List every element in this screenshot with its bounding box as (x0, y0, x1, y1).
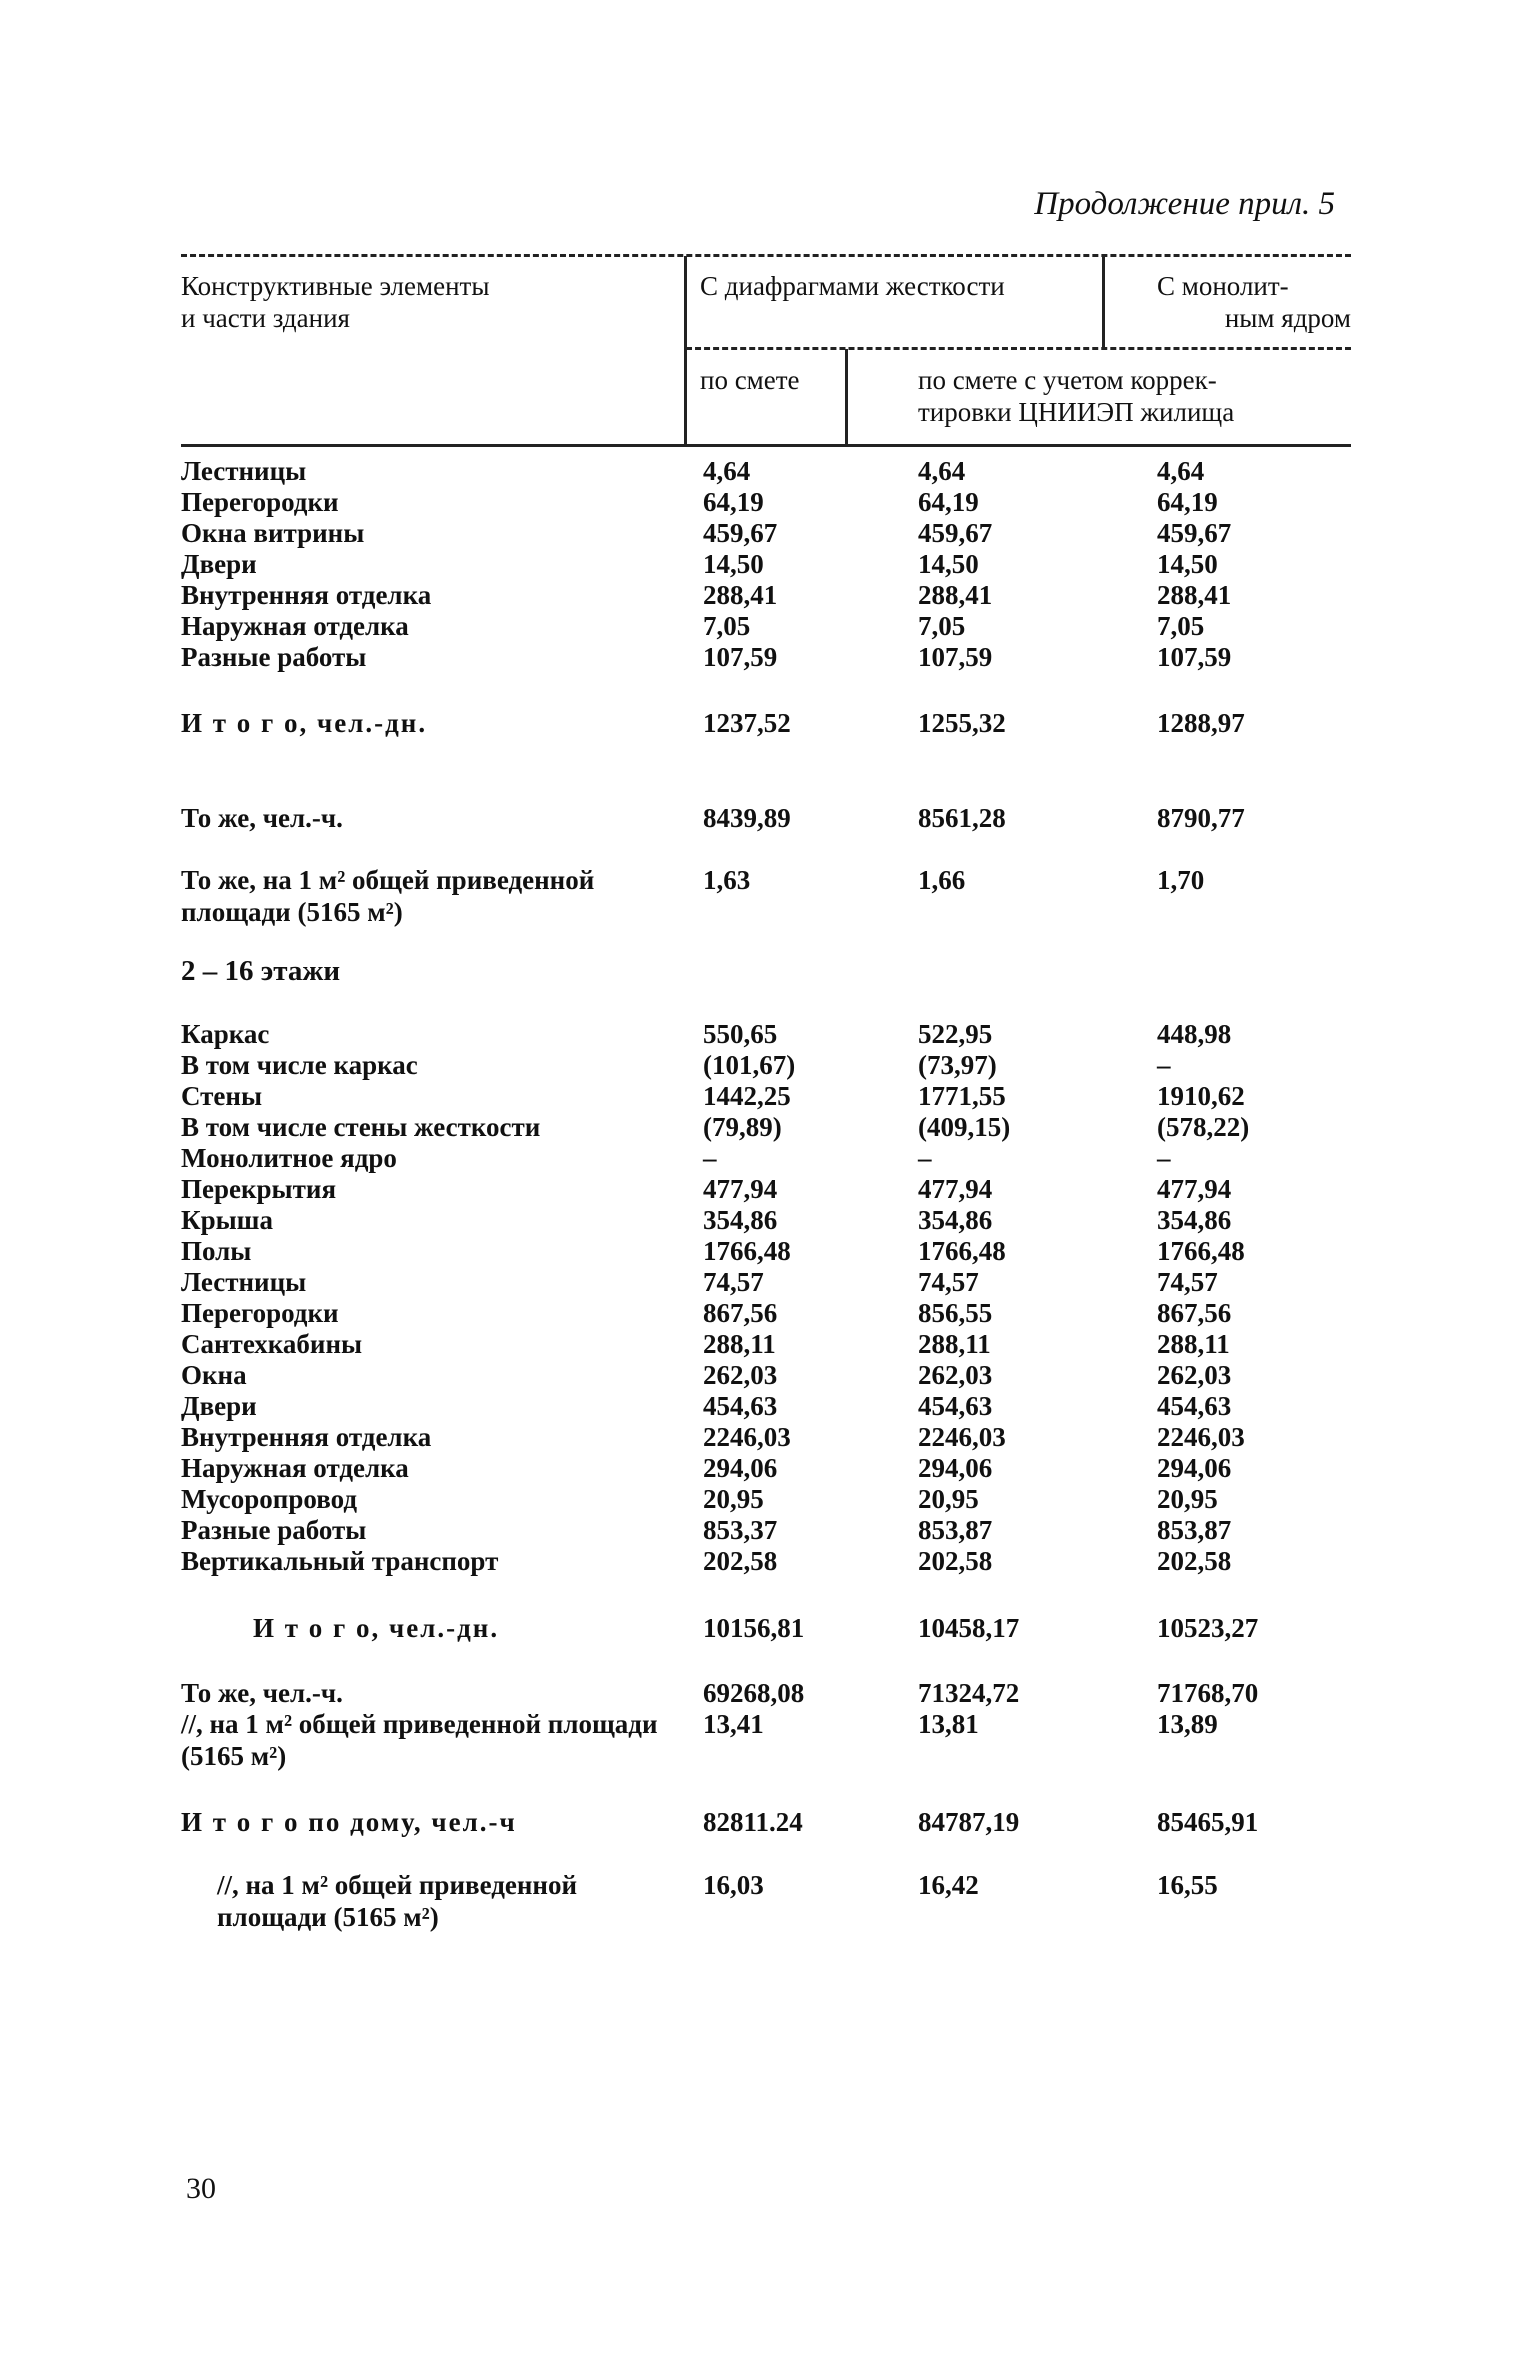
cell-estimate: 1766,48 (703, 1236, 791, 1266)
cell-monolith: 288,41 (1157, 580, 1232, 610)
cell-estimate: 13,41 (703, 1709, 764, 1739)
table-row (181, 1328, 1351, 1360)
cell-corrected: 64,19 (918, 487, 979, 517)
total-row (181, 1612, 1351, 1644)
cell-estimate: 82811.24 (703, 1807, 803, 1837)
cell-corrected: 288,41 (918, 580, 993, 610)
row-label: Внутренняя отделка (181, 1422, 432, 1452)
cell-monolith: – (1157, 1143, 1171, 1173)
header-divider-1 (684, 256, 687, 446)
cell-corrected: 454,63 (918, 1391, 993, 1421)
cell-estimate: 550,65 (703, 1019, 778, 1049)
cell-corrected: 459,67 (918, 518, 993, 548)
cell-corrected: 477,94 (918, 1174, 993, 1204)
appendix-caption: Продолжение прил. 5 (1034, 186, 1335, 222)
cell-estimate: 1237,52 (703, 708, 791, 738)
cell-estimate: 2246,03 (703, 1422, 791, 1452)
cell-estimate: 8439,89 (703, 803, 791, 833)
cell-corrected: 1766,48 (918, 1236, 1006, 1266)
table-row (181, 1266, 1351, 1298)
cell-estimate: 16,03 (703, 1870, 764, 1900)
section-title: 2 – 16 этажи (181, 955, 341, 987)
cell-corrected: 288,11 (918, 1329, 991, 1359)
cell-estimate: 1,63 (703, 865, 751, 895)
row-label: Мусоропровод (181, 1484, 357, 1514)
cell-corrected: 1,66 (918, 865, 966, 895)
cell-estimate: 294,06 (703, 1453, 778, 1483)
cell-monolith: 294,06 (1157, 1453, 1232, 1483)
cell-monolith: 16,55 (1157, 1870, 1218, 1900)
cell-monolith: 4,64 (1157, 456, 1205, 486)
row-label: //, на 1 м² общей приведенной площади (5165 м²) (181, 1709, 658, 1771)
cell-corrected: 13,81 (918, 1709, 979, 1739)
cell-estimate: 1442,25 (703, 1081, 791, 1111)
row-label: Внутренняя отделка (181, 580, 432, 610)
cell-estimate: 64,19 (703, 487, 764, 517)
total-row (181, 1708, 1351, 1772)
cell-corrected: 1255,32 (918, 708, 1006, 738)
header-divider-3 (845, 349, 848, 446)
row-label: Двери (181, 1391, 257, 1421)
cell-monolith: 64,19 (1157, 487, 1218, 517)
table-row (181, 1111, 1351, 1143)
row-label: Разные работы (181, 1515, 367, 1545)
row-label: То же, чел.-ч. (181, 1678, 343, 1708)
row-label: Перегородки (181, 1298, 339, 1328)
cell-estimate: 867,56 (703, 1298, 778, 1328)
cell-monolith: 448,98 (1157, 1019, 1232, 1049)
table-row (181, 1049, 1351, 1081)
page-number: 30 (186, 2172, 216, 2205)
total-row (181, 802, 1351, 834)
row-label: Лестницы (181, 456, 307, 486)
table-top-rule (181, 254, 1351, 257)
header-group-diaphragm: С диафрагмами жесткости (700, 271, 1005, 301)
row-label: Наружная отделка (181, 1453, 409, 1483)
row-label: Двери (181, 549, 257, 579)
cell-corrected: 202,58 (918, 1546, 993, 1576)
cell-estimate: 69268,08 (703, 1678, 805, 1708)
cell-estimate: (79,89) (703, 1112, 782, 1142)
table-row (181, 1080, 1351, 1112)
cell-monolith: 7,05 (1157, 611, 1205, 641)
cell-corrected: 14,50 (918, 549, 979, 579)
cell-corrected: 354,86 (918, 1205, 993, 1235)
table-row (181, 610, 1351, 642)
cell-corrected: 10458,17 (918, 1613, 1020, 1643)
cell-monolith: 454,63 (1157, 1391, 1232, 1421)
row-label: Монолитное ядро (181, 1143, 397, 1173)
row-label: То же, чел.-ч. (181, 803, 343, 833)
cell-monolith: 853,87 (1157, 1515, 1232, 1545)
header-sub-corrected-line2: тировки ЦНИИЭП жилища (918, 397, 1235, 427)
cell-corrected: 8561,28 (918, 803, 1006, 833)
cell-corrected: 20,95 (918, 1484, 979, 1514)
cell-estimate: 74,57 (703, 1267, 764, 1297)
cell-monolith: 477,94 (1157, 1174, 1232, 1204)
cell-corrected: 16,42 (918, 1870, 979, 1900)
cell-corrected: 107,59 (918, 642, 993, 672)
table-row (181, 1483, 1351, 1515)
cell-corrected: (409,15) (918, 1112, 1011, 1142)
header-col-monolith-line2: ным ядром (1224, 303, 1351, 333)
header-mid-rule (686, 347, 1351, 350)
cell-estimate: 288,11 (703, 1329, 776, 1359)
cell-estimate: 7,05 (703, 611, 751, 641)
cell-corrected: (73,97) (918, 1050, 997, 1080)
table-row (181, 1235, 1351, 1267)
cell-corrected: 4,64 (918, 456, 966, 486)
row-label: Вертикальный транспорт (181, 1546, 499, 1576)
grand-total-row (181, 1869, 1351, 1933)
row-label: //, на 1 м² общей приведенной площади (5165 м²) (217, 1870, 578, 1932)
cell-monolith: 10523,27 (1157, 1613, 1259, 1643)
cell-corrected: 294,06 (918, 1453, 993, 1483)
cell-monolith: 459,67 (1157, 518, 1232, 548)
cell-monolith: 1766,48 (1157, 1236, 1245, 1266)
row-label: То же, на 1 м² общей приведенной площади (5165 м²) (181, 865, 595, 927)
cell-corrected: 856,55 (918, 1298, 993, 1328)
row-label: Перекрытия (181, 1174, 337, 1204)
cell-estimate: 288,41 (703, 580, 778, 610)
cell-monolith: 1288,97 (1157, 708, 1245, 738)
header-col-elements-line1: Конструктивные элементы (181, 271, 490, 301)
cell-corrected: 7,05 (918, 611, 966, 641)
cell-monolith: 71768,70 (1157, 1678, 1259, 1708)
row-label: Крыша (181, 1205, 273, 1235)
table-row (181, 1390, 1351, 1422)
cell-estimate: 262,03 (703, 1360, 778, 1390)
cell-monolith: 288,11 (1157, 1329, 1230, 1359)
cell-monolith: 14,50 (1157, 549, 1218, 579)
cell-monolith: (578,22) (1157, 1112, 1250, 1142)
cell-estimate: 853,37 (703, 1515, 778, 1545)
cell-monolith: 8790,77 (1157, 803, 1245, 833)
cell-estimate: – (703, 1143, 717, 1173)
header-sub-estimate: по смете (700, 365, 800, 395)
table-row (181, 455, 1351, 487)
header-col-monolith-line1: С монолит- (1157, 271, 1289, 301)
header-col-elements (181, 270, 661, 334)
row-label: И т о г о, чел.-дн. (253, 1613, 500, 1643)
row-label: Окна (181, 1360, 247, 1390)
cell-corrected: 1771,55 (918, 1081, 1006, 1111)
cell-corrected: – (918, 1143, 932, 1173)
cell-monolith: 867,56 (1157, 1298, 1232, 1328)
table-row (181, 1545, 1351, 1577)
cell-estimate: 477,94 (703, 1174, 778, 1204)
cell-monolith: 1910,62 (1157, 1081, 1245, 1111)
row-label: Каркас (181, 1019, 270, 1049)
row-label: Окна витрины (181, 518, 365, 548)
table-row (181, 1514, 1351, 1546)
table-row (181, 1452, 1351, 1484)
grand-total-row (181, 1806, 1351, 1838)
cell-monolith: – (1157, 1050, 1171, 1080)
cell-monolith: 354,86 (1157, 1205, 1232, 1235)
table-row (181, 1018, 1351, 1050)
cell-monolith: 74,57 (1157, 1267, 1218, 1297)
table-row (181, 1359, 1351, 1391)
cell-monolith: 107,59 (1157, 642, 1232, 672)
cell-estimate: 14,50 (703, 549, 764, 579)
cell-estimate: 10156,81 (703, 1613, 805, 1643)
table-row (181, 548, 1351, 580)
table-row (181, 1142, 1351, 1174)
cell-monolith: 1,70 (1157, 865, 1205, 895)
cell-estimate: 459,67 (703, 518, 778, 548)
row-label: Разные работы (181, 642, 367, 672)
cell-estimate: 454,63 (703, 1391, 778, 1421)
table-row (181, 579, 1351, 611)
cell-corrected: 853,87 (918, 1515, 993, 1545)
row-label: Наружная отделка (181, 611, 409, 641)
header-sub-corrected-line1: по смете с учетом коррек- (918, 365, 1217, 395)
total-row (181, 707, 1351, 739)
cell-monolith: 2246,03 (1157, 1422, 1245, 1452)
row-label: И т о г о, чел.-дн. (181, 708, 428, 738)
cell-corrected: 74,57 (918, 1267, 979, 1297)
row-label: В том числе стены жесткости (181, 1112, 541, 1142)
table-row (181, 517, 1351, 549)
table-row (181, 1297, 1351, 1329)
cell-monolith: 85465,91 (1157, 1807, 1259, 1837)
table-row (181, 1421, 1351, 1453)
row-label: Полы (181, 1236, 252, 1266)
cell-corrected: 262,03 (918, 1360, 993, 1390)
row-label: Сантехкабины (181, 1329, 363, 1359)
total-row (181, 1677, 1351, 1709)
table-row (181, 1173, 1351, 1205)
cell-monolith: 202,58 (1157, 1546, 1232, 1576)
cell-estimate: 4,64 (703, 456, 751, 486)
cell-monolith: 262,03 (1157, 1360, 1232, 1390)
header-col-monolith (1157, 270, 1351, 334)
cell-monolith: 20,95 (1157, 1484, 1218, 1514)
cell-monolith: 13,89 (1157, 1709, 1218, 1739)
cell-estimate: 20,95 (703, 1484, 764, 1514)
total-row (181, 864, 1351, 928)
table-row (181, 486, 1351, 518)
cell-estimate: (101,67) (703, 1050, 796, 1080)
header-bottom-rule (181, 444, 1351, 447)
row-label: И т о г о по дому, чел.-ч (181, 1807, 517, 1837)
row-label: Перегородки (181, 487, 339, 517)
cell-estimate: 202,58 (703, 1546, 778, 1576)
table-row (181, 1204, 1351, 1236)
table-row (181, 641, 1351, 673)
row-label: Лестницы (181, 1267, 307, 1297)
cell-corrected: 84787,19 (918, 1807, 1020, 1837)
header-sub-corrected (918, 364, 1351, 428)
cell-estimate: 354,86 (703, 1205, 778, 1235)
row-label: В том числе каркас (181, 1050, 418, 1080)
header-col-elements-line2: и части здания (181, 303, 350, 333)
row-label: Стены (181, 1081, 263, 1111)
cell-estimate: 107,59 (703, 642, 778, 672)
header-divider-2 (1102, 256, 1105, 348)
cell-corrected: 71324,72 (918, 1678, 1020, 1708)
cell-corrected: 2246,03 (918, 1422, 1006, 1452)
cell-corrected: 522,95 (918, 1019, 993, 1049)
